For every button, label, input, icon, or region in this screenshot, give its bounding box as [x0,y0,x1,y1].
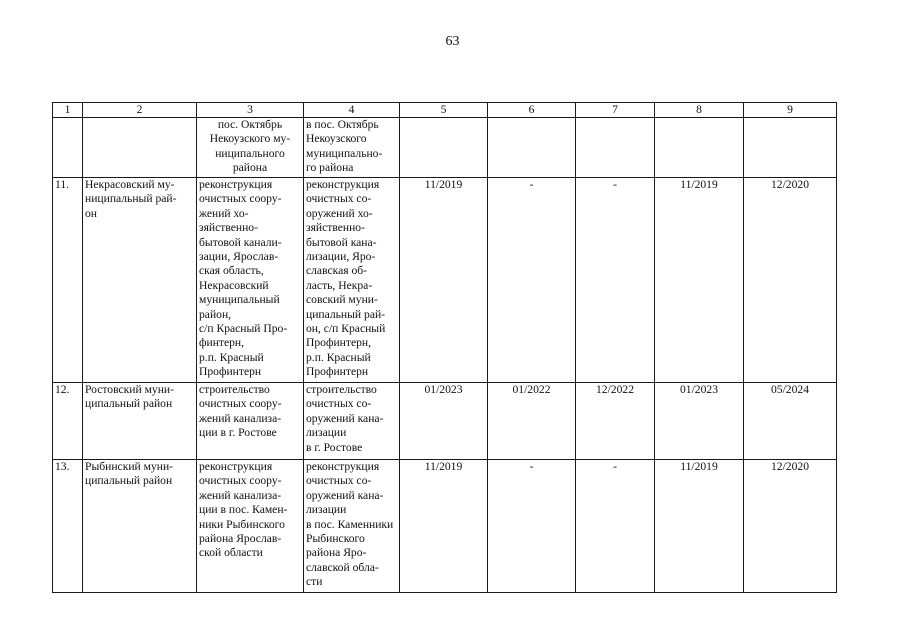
row-number-cell: 12. [53,383,83,460]
cell-text-line: 12/2022 [595,383,634,396]
date-cell-6 [488,460,576,593]
cell-text-line: очистных соору- [199,397,282,411]
cell-text-line: района Ярослав- [199,532,282,546]
cell-text-line: бытовой кана- [306,235,377,249]
date-cell-6 [488,118,576,178]
cell-text-line: жений канализа- [199,411,282,425]
date-cell-6 [488,178,576,383]
cell-text-line: - [529,460,534,473]
cell-text-line: славской обла- [306,560,379,574]
object-name-cell [197,460,304,593]
column-number-cell: 1 [53,103,83,118]
column-number-cell: 9 [744,103,837,118]
cell-text-line: 12/2020 [770,460,809,473]
page-number: 63 [445,34,460,49]
cell-text-line: финтерн, [199,336,245,350]
cell-text-line: - [529,178,534,191]
date-cell-6 [488,383,576,460]
cell-text-line: р.п. Красный [199,350,264,364]
cell-text-line: очистных соору- [199,192,282,206]
cell-text-line: ции в пос. Камен- [199,503,288,517]
cell-text-line: ципальный рай- [306,307,386,321]
cell-text-line: лизации [306,503,347,517]
cell-text-line: жений канализа- [199,488,282,502]
cell-text-line: оружений кана- [306,411,384,425]
cell-text-line: муниципальный [199,293,280,307]
cell-text-line: ципальный район [85,474,173,488]
cell-text-line: строительство [306,383,377,396]
column-number-cell: 7 [576,103,655,118]
row-number-cell: 13. [53,460,83,593]
cell-text-line: 01/2022 [512,383,551,396]
cell-text-line: очистных соору- [199,474,282,488]
cell-text-line: район, [199,307,232,321]
date-cell-8 [655,178,744,383]
cell-text-line: 01/2023 [679,383,718,396]
cell-text-line: совский муни- [306,293,378,307]
object-name-alt-cell [304,118,400,178]
cell-text-line: он, с/п Красный [306,322,386,336]
row-number-cell [53,118,83,178]
date-cell-7 [576,460,655,593]
municipality-cell [83,178,197,383]
date-cell-8 [655,118,744,178]
cell-text-line: Некоузского му- [209,132,291,146]
cell-text-line: 05/2024 [770,383,809,396]
cell-text-line: ниципальный рай- [85,192,177,206]
date-cell-5 [400,383,488,460]
cell-text-line: реконструкция [306,178,380,191]
cell-text-line: лизации [306,426,347,440]
cell-text-line: жений хо- [199,206,249,220]
date-cell-9 [744,460,837,593]
table-row [53,118,837,178]
cell-text-line: бытовой канали- [199,235,282,249]
date-cell-5 [400,178,488,383]
object-name-cell [197,178,304,383]
cell-text-line: муниципально- [306,146,383,160]
cell-text-line: Профинтерн, [306,336,371,350]
cell-text-line: Рыбинского [306,532,365,546]
cell-text-line: района [232,161,268,175]
cell-text-line: 11/2019 [680,178,718,191]
object-name-alt-cell [304,460,400,593]
row-number-cell: 11. [53,178,83,383]
cell-text-line: очистных со- [306,192,372,206]
cell-text-line: очистных со- [306,474,372,488]
cell-text-line: Ростовский муни- [85,383,174,396]
cell-text-line: ципальный район [85,397,173,411]
cell-text-line: ники Рыбинского [199,517,285,531]
date-cell-7 [576,383,655,460]
cell-text-line: Рыбинский муни- [85,460,174,473]
cell-text-line: лизации, Яро- [306,250,376,264]
municipality-cell [83,118,197,178]
cell-text-line: района Яро- [306,546,367,560]
date-cell-5 [400,118,488,178]
cell-text-line: ская область, [199,264,264,278]
column-number-cell: 4 [304,103,400,118]
table-row [53,178,837,383]
cell-text-line: с/п Красный Про- [199,322,288,336]
cell-text-line: зяйственно- [306,221,365,235]
cell-text-line: р.п. Красный [306,350,371,364]
column-number-cell: 8 [655,103,744,118]
date-cell-9 [744,178,837,383]
cell-text-line: 11/2019 [424,460,463,473]
date-cell-7 [576,178,655,383]
cell-text-line: ниципального [215,146,285,160]
construction-schedule-table [52,102,837,593]
cell-text-line: ласть, Некра- [306,278,373,292]
cell-text-line: Некрасовский [199,278,269,292]
cell-text-line: славская об- [306,264,368,278]
cell-text-line: ции в г. Ростове [199,426,277,440]
cell-text-line: в г. Ростове [306,440,363,454]
cell-text-line: Профинтерн [306,365,369,379]
date-cell-7 [576,118,655,178]
cell-text-line: зации, Ярослав- [199,250,279,264]
date-cell-8 [655,383,744,460]
table-body [53,103,837,593]
cell-text-line: реконструкция [199,178,273,191]
cell-text-line: 01/2023 [424,383,463,396]
date-cell-5 [400,460,488,593]
date-cell-8 [655,460,744,593]
cell-text-line: 11/2019 [680,460,718,473]
municipality-cell [83,383,197,460]
cell-text-line: оружений кана- [306,488,384,502]
object-name-alt-cell [304,383,400,460]
column-number-cell: 3 [197,103,304,118]
column-number-cell: 6 [488,103,576,118]
cell-text-line: го района [306,161,354,175]
cell-text-line: реконструкция [199,460,273,473]
date-cell-9 [744,118,837,178]
cell-text-line: зяйственно- [199,221,258,235]
cell-text-line: 12/2020 [770,178,809,191]
table-row [53,383,837,460]
cell-text-line: Некрасовский му- [85,178,175,191]
cell-text-line: очистных со- [306,397,372,411]
cell-text-line: в пос. Октябрь [306,118,379,131]
column-number-row [53,103,837,118]
cell-text-line: реконструкция [306,460,380,473]
cell-text-line: в пос. Каменники [306,517,394,531]
object-name-alt-cell [304,178,400,383]
column-number-cell: 2 [83,103,197,118]
column-number-cell: 5 [400,103,488,118]
date-cell-9 [744,383,837,460]
cell-text-line: - [613,460,617,473]
cell-text-line: ской области [199,546,263,560]
cell-text-line: оружений хо- [306,206,373,220]
cell-text-line: он [85,206,98,220]
cell-text-line: - [613,178,617,191]
object-name-cell [197,383,304,460]
cell-text-line: пос. Октябрь [217,118,283,131]
municipality-cell [83,460,197,593]
table-row [53,460,837,593]
cell-text-line: строительство [199,383,270,396]
cell-text-line: Некоузского [306,132,367,146]
cell-text-line: сти [306,575,323,589]
object-name-cell [197,118,304,178]
cell-text-line: 11/2019 [424,178,463,191]
cell-text-line: Профинтерн [199,365,262,379]
